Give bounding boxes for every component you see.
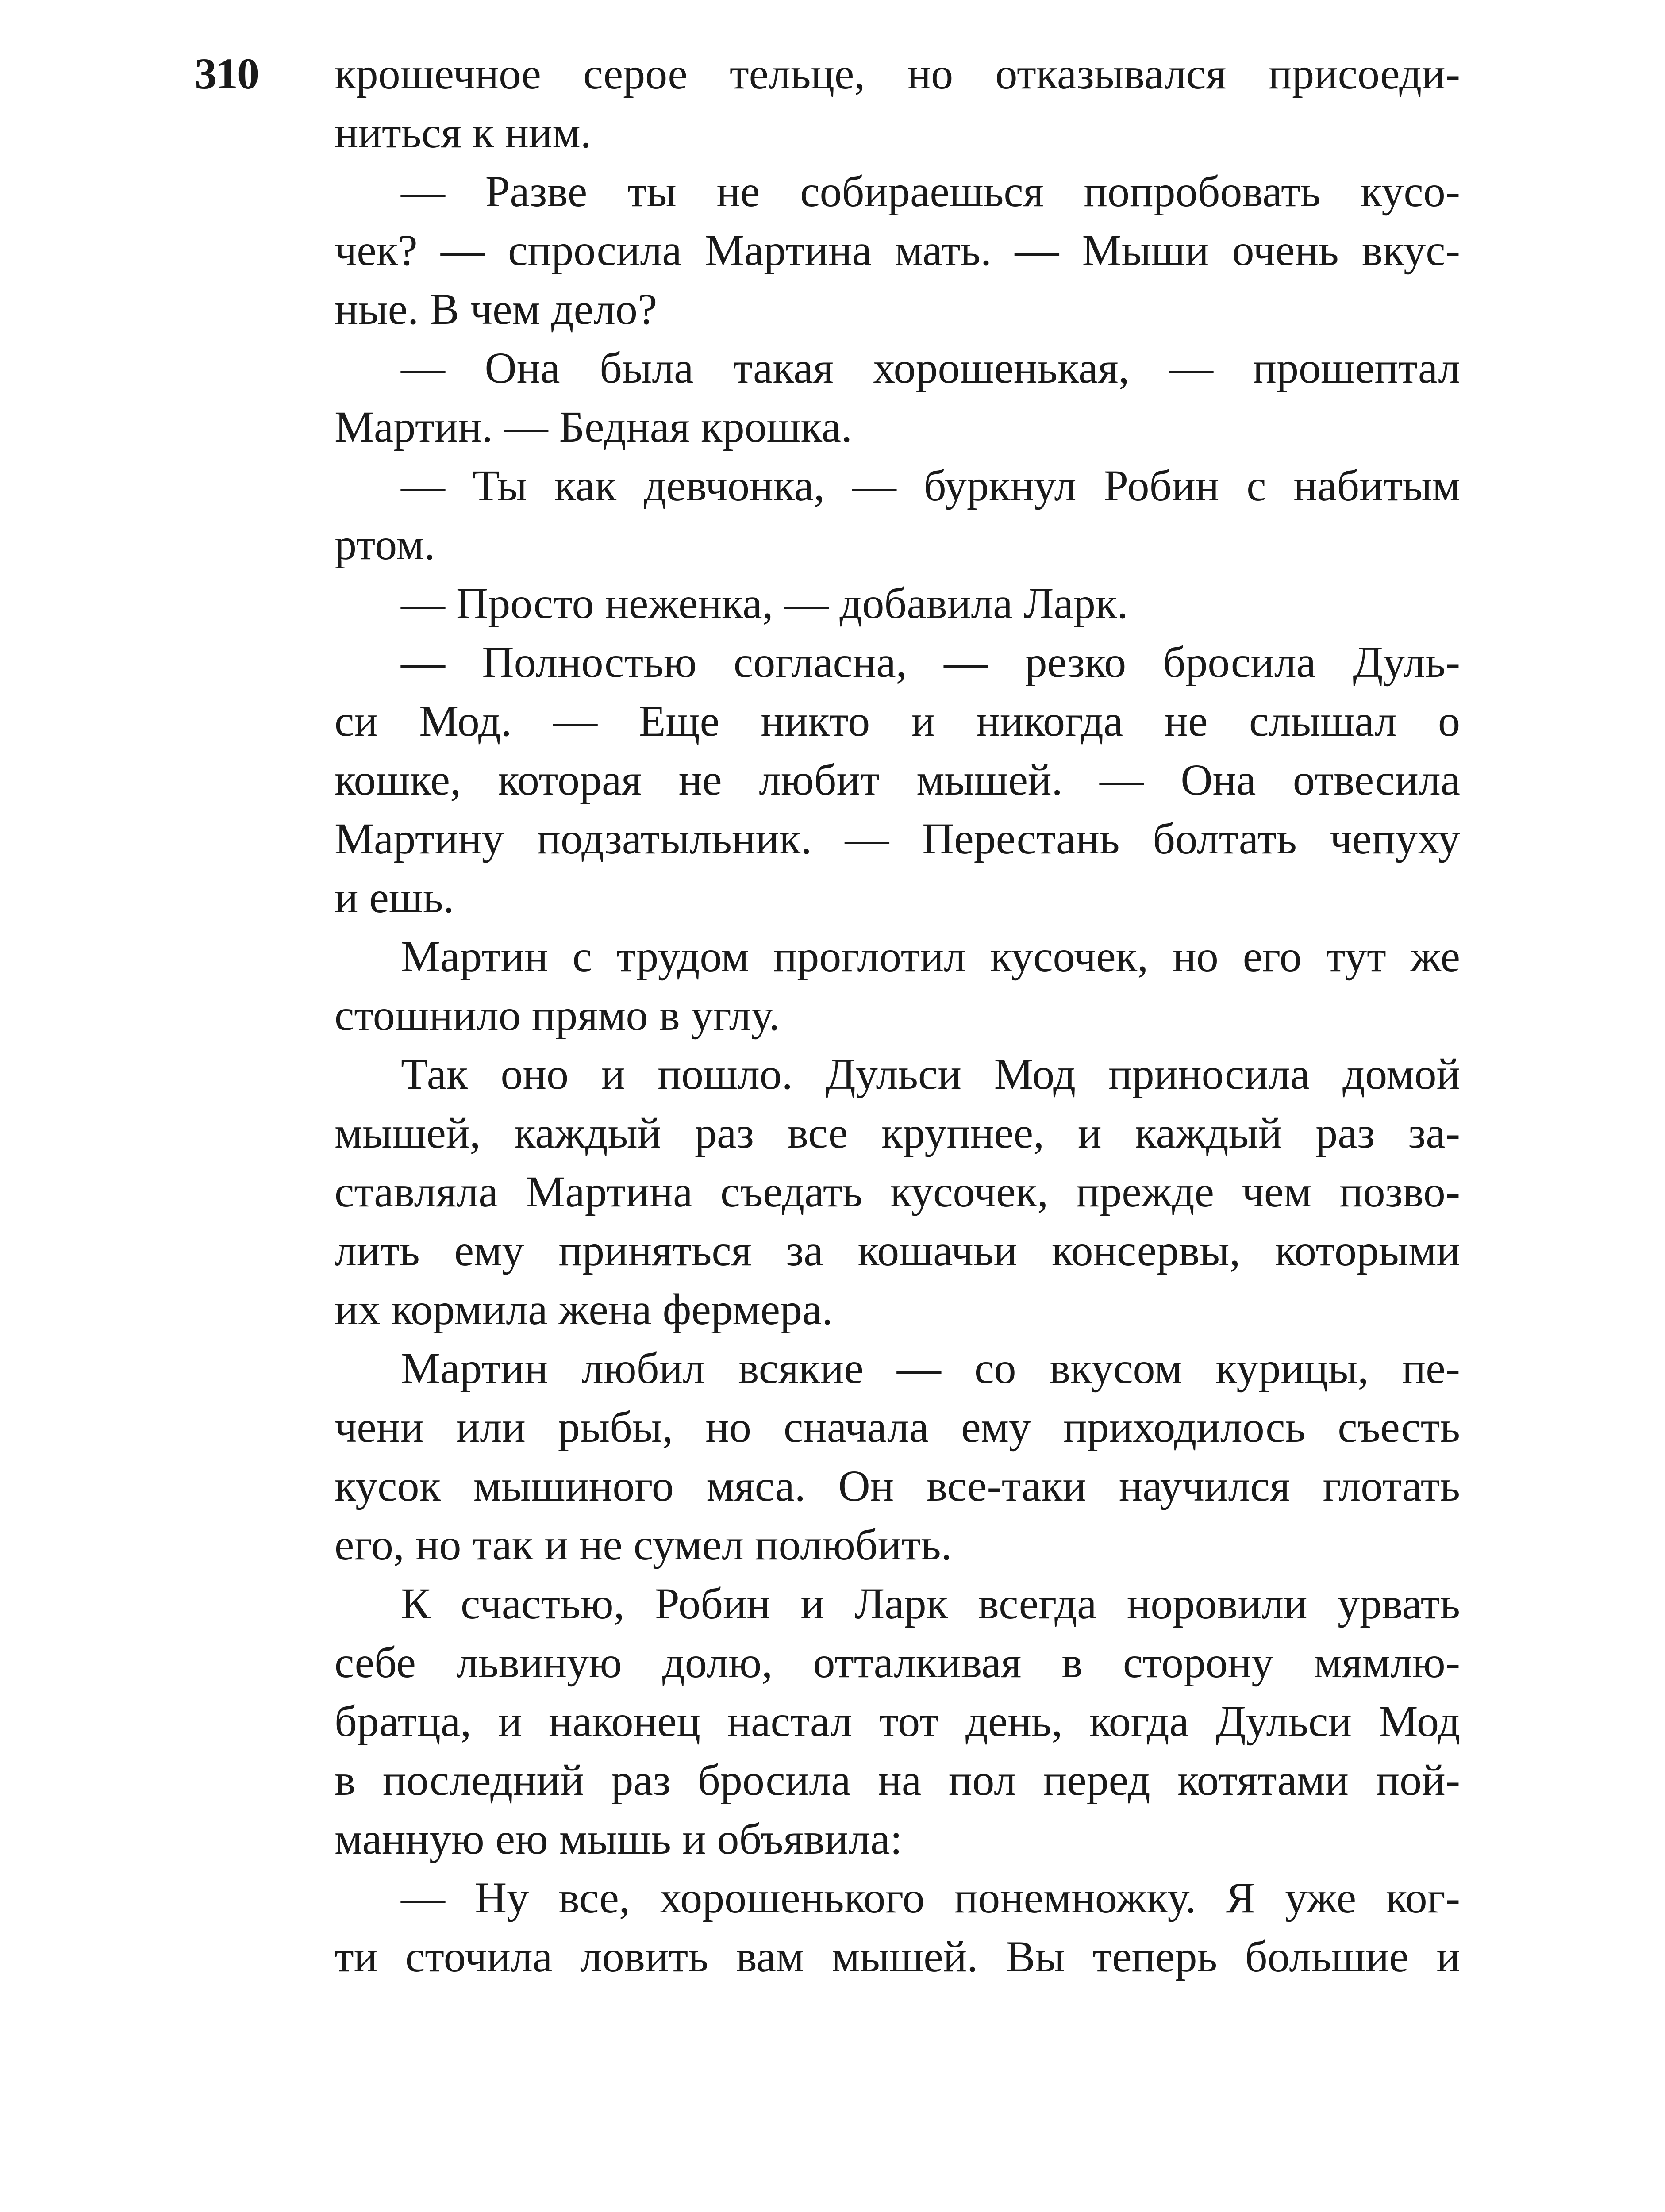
text-line: Мартин с трудом проглотил кусочек, но его тут же: [401, 932, 1460, 981]
text-line: чек? — спросила Мартина мать. — Мыши очень вкус-: [335, 226, 1460, 275]
text-line: себе львиную долю, отталкивая в сторону мямлю-: [335, 1638, 1460, 1687]
text-line: — Ты как девчонка, — буркнул Робин с набитым: [401, 461, 1460, 510]
text-line: ставляла Мартина съедать кусочек, прежде чем позво-: [335, 1167, 1460, 1216]
paragraph: [335, 162, 1460, 338]
text-line: ниться к ним.: [335, 108, 592, 157]
paragraph: [335, 1045, 1460, 1339]
text-line: Мартин. — Бедная крошка.: [335, 402, 853, 451]
text-line: братца, и наконец настал тот день, когда Дульси Мод: [335, 1697, 1460, 1746]
paragraph: [335, 1574, 1460, 1868]
paragraph: [335, 1868, 1460, 1986]
text-line: крошечное серое тельце, но отказывался присоеди-: [335, 49, 1460, 98]
page-number: 310: [195, 49, 258, 98]
paragraph: [335, 338, 1460, 456]
text-line: манную ею мышь и объявила:: [335, 1814, 903, 1863]
body-text: [335, 44, 1460, 1986]
text-line: ртом.: [335, 520, 435, 569]
text-line: — Ну все, хорошенького понемножку. Я уже ког-: [401, 1873, 1460, 1922]
text-line: мышей, каждый раз все крупнее, и каждый раз за-: [335, 1108, 1460, 1157]
text-line: и ешь.: [335, 873, 454, 922]
text-line: си Мод. — Еще никто и никогда не слышал о: [335, 696, 1460, 745]
paragraph: [335, 1339, 1460, 1574]
text-line: — Она была такая хорошенькая, — прошептал: [401, 343, 1460, 392]
paragraph: [335, 456, 1460, 574]
text-line: Так оно и пошло. Дульси Мод приносила домой: [401, 1049, 1460, 1098]
text-line: стошнило прямо в углу.: [335, 991, 780, 1040]
paragraph: [335, 44, 1460, 162]
text-line: их кормила жена фермера.: [335, 1285, 833, 1334]
text-line: ти сточила ловить вам мышей. Вы теперь большие и: [335, 1932, 1460, 1981]
paragraph: [335, 633, 1460, 927]
text-line: Мартин любил всякие — со вкусом курицы, пе-: [401, 1344, 1460, 1393]
text-line: чени или рыбы, но сначала ему приходилось съесть: [335, 1402, 1460, 1452]
text-line: кошке, которая не любит мышей. — Она отвесила: [335, 755, 1460, 804]
text-line: Мартину подзатыльник. — Перестань болтать чепуху: [335, 814, 1460, 863]
text-line: — Полностью согласна, — резко бросила Дуль-: [401, 637, 1460, 687]
text-line: ные. В чем дело?: [335, 284, 658, 334]
text-line: — Разве ты не собираешься попробовать кусо-: [401, 167, 1460, 216]
text-line: в последний раз бросила на пол перед котятами пой-: [335, 1755, 1460, 1805]
text-line: лить ему приняться за кошачьи консервы, которыми: [335, 1226, 1460, 1275]
text-line: — Просто неженка, — добавила Ларк.: [401, 579, 1128, 628]
paragraph: [335, 574, 1460, 633]
text-line: кусок мышиного мяса. Он все-таки научился глотать: [335, 1461, 1460, 1510]
text-line: К счастью, Робин и Ларк всегда норовили урвать: [401, 1579, 1460, 1628]
paragraph: [335, 927, 1460, 1045]
text-line: его, но так и не сумел полюбить.: [335, 1520, 952, 1569]
